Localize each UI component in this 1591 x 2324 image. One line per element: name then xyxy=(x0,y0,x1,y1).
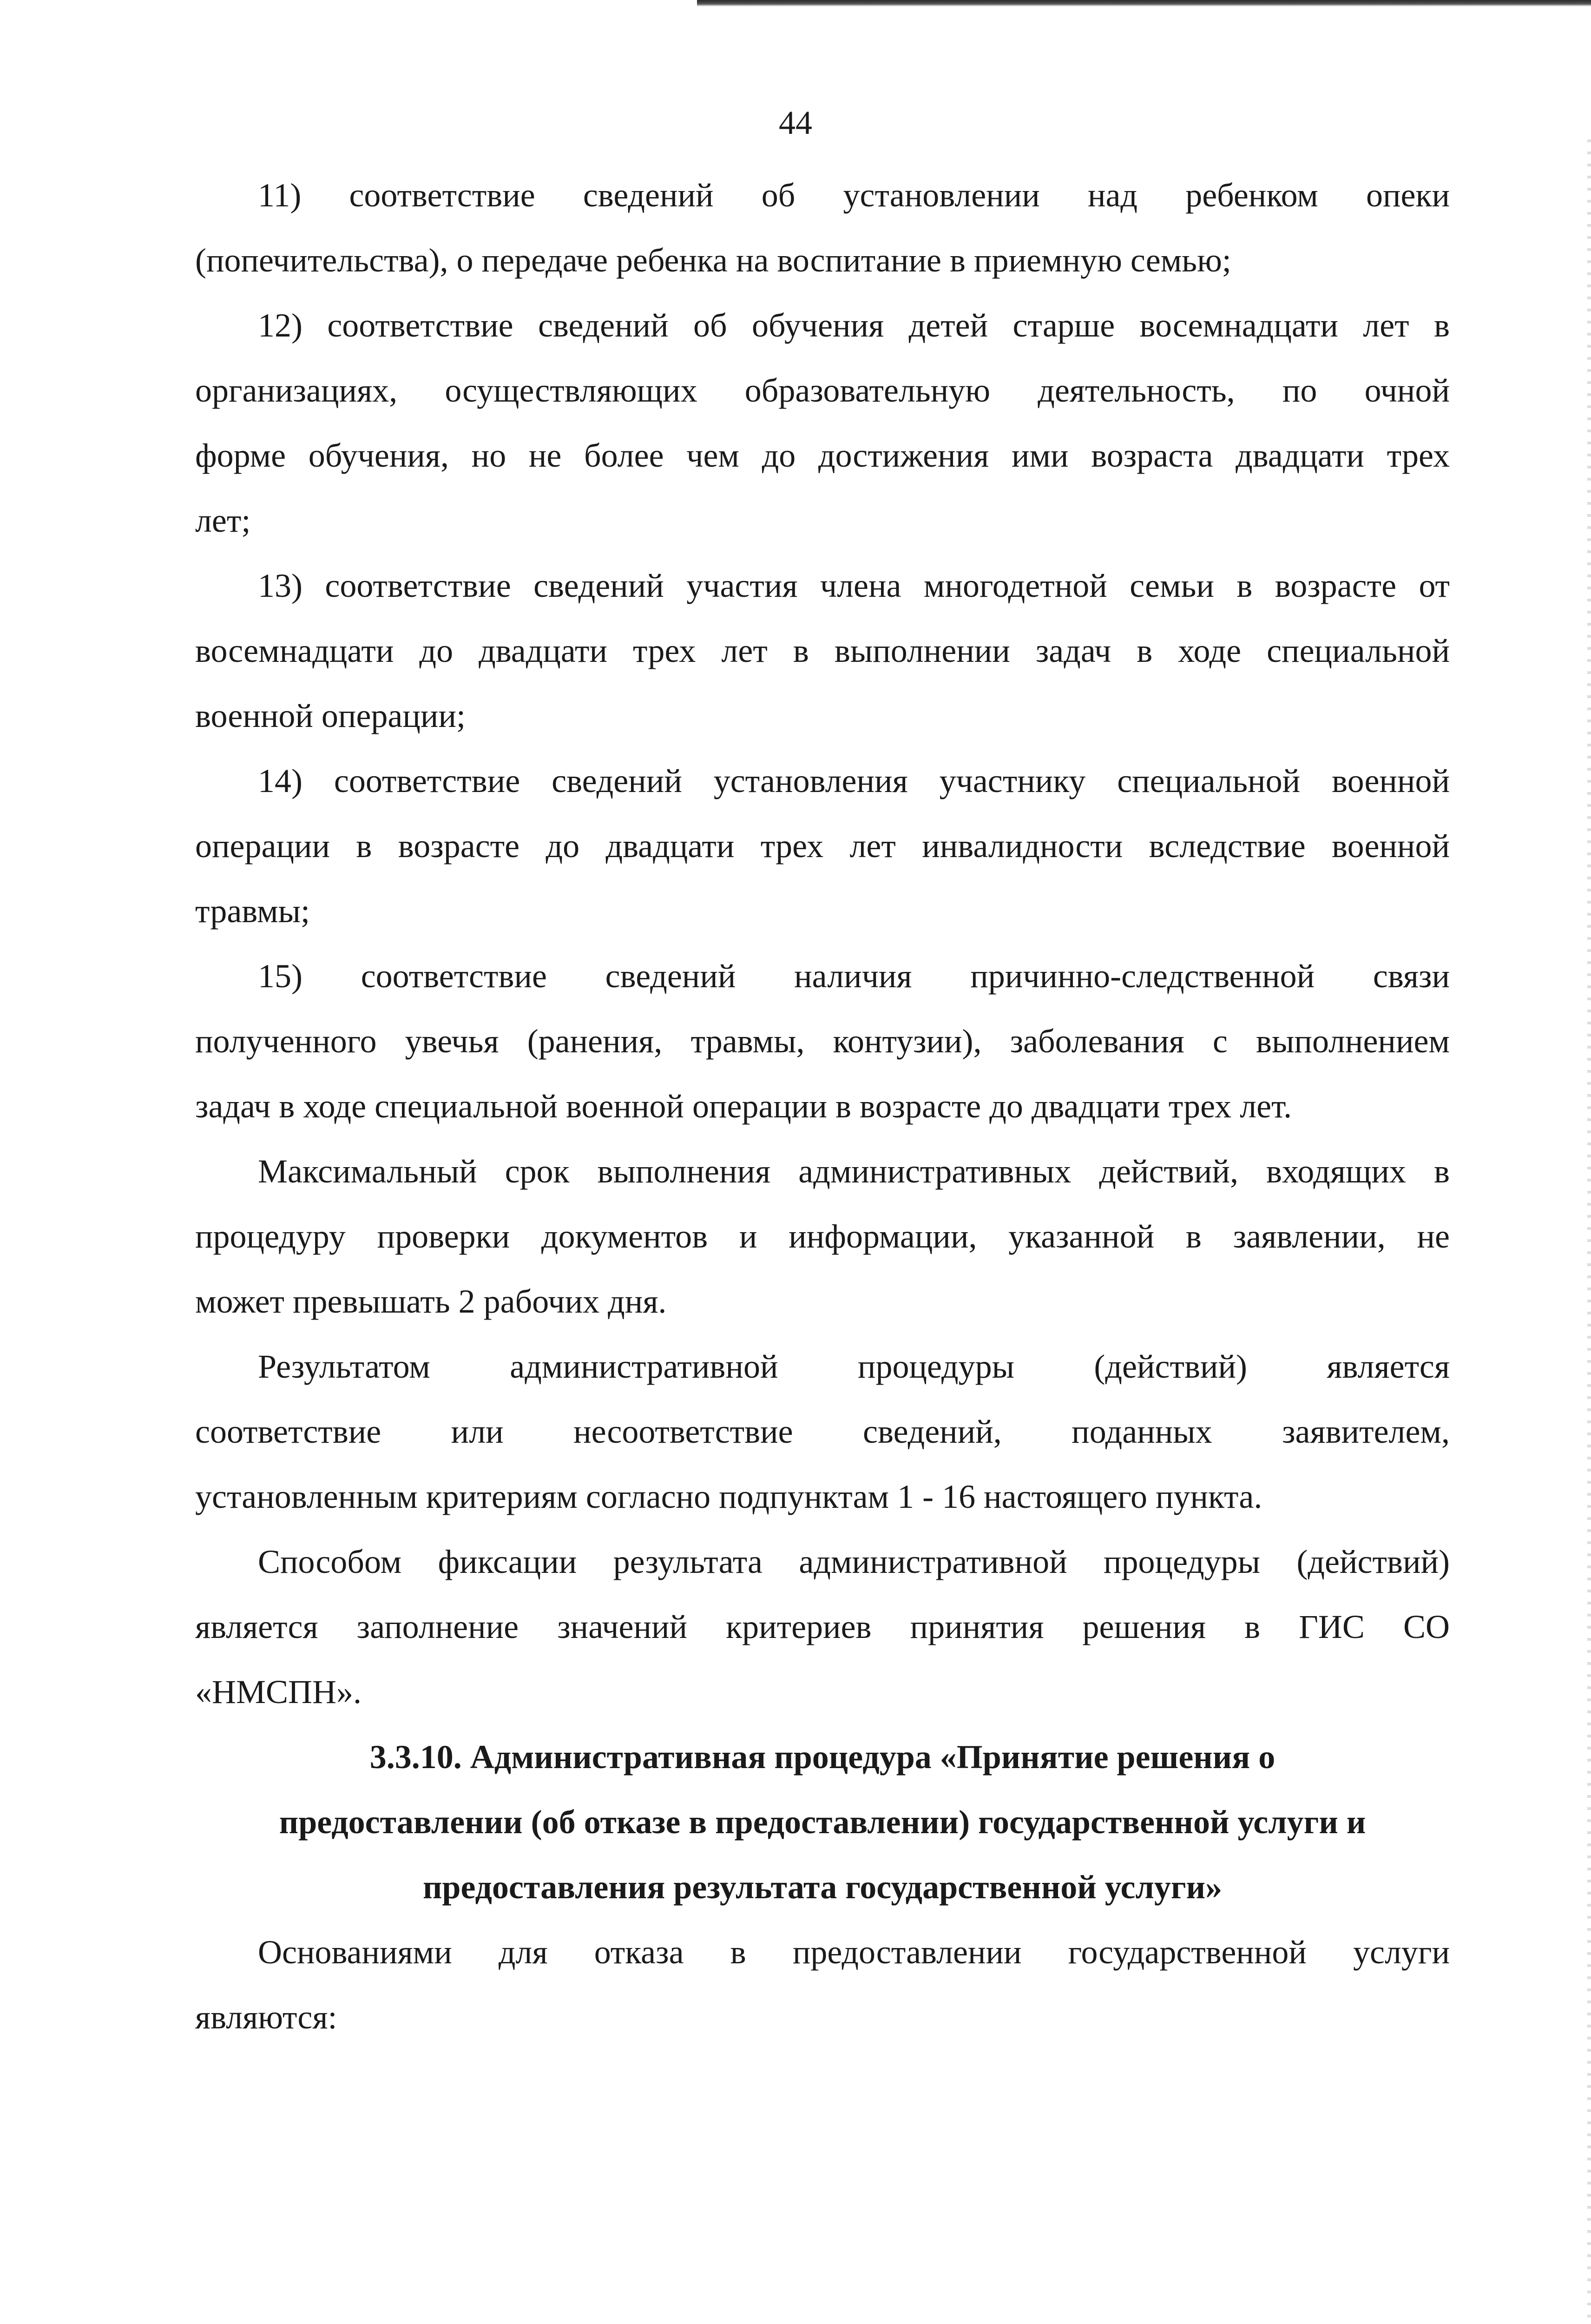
paragraph-item-11 xyxy=(195,163,1450,293)
paragraph-item-14 xyxy=(195,748,1450,944)
text-line: военной операции; xyxy=(195,697,466,734)
text-line: форме обучения, но не более чем до достижения ими возраста двадцати трех xyxy=(195,437,1450,474)
text-line: операции в возрасте до двадцати трех лет инвалидности вследствие военной xyxy=(195,827,1450,865)
text-line: Основаниями для отказа в предоставлении государственной услуги xyxy=(258,1934,1450,1971)
paragraph-item-12 xyxy=(195,293,1450,553)
text-line: задач в ходе специальной военной операции в возрасте до двадцати трех лет. xyxy=(195,1088,1292,1125)
text-line: организациях, осуществляющих образовательную деятельность, по очной xyxy=(195,372,1450,409)
paragraph-result xyxy=(195,1334,1450,1529)
section-heading xyxy=(195,1724,1450,1920)
paragraph-item-13 xyxy=(195,553,1450,748)
text-line: травмы; xyxy=(195,892,310,930)
text-line: соответствие или несоответствие сведений, поданных заявителем, xyxy=(195,1413,1450,1450)
text-line: «НМСПН». xyxy=(195,1673,362,1710)
text-line: 13) соответствие сведений участия члена многодетной семьи в возрасте от xyxy=(258,567,1450,604)
text-line: являются: xyxy=(195,1999,337,2036)
text-line: (попечительства), о передаче ребенка на воспитание в приемную семью; xyxy=(195,242,1231,279)
text-line: 12) соответствие сведений об обучения детей старше восемнадцати лет в xyxy=(258,307,1450,344)
text-line: процедуру проверки документов и информации, указанной в заявлении, не xyxy=(195,1218,1450,1255)
heading-line: предоставлении (об отказе в предоставлении) государственной услуги и xyxy=(279,1803,1366,1841)
text-line: лет; xyxy=(195,502,251,539)
paragraph-item-15 xyxy=(195,944,1450,1139)
text-line: Способом фиксации результата административной процедуры (действий) xyxy=(258,1543,1450,1580)
text-line: 11) соответствие сведений об установлении над ребенком опеки xyxy=(258,177,1450,214)
text-line: является заполнение значений критериев принятия решения в ГИС СО xyxy=(195,1608,1450,1645)
text-line: Результатом административной процедуры (действий) является xyxy=(258,1348,1450,1385)
text-line: Максимальный срок выполнения административных действий, входящих в xyxy=(258,1153,1450,1190)
paragraph-fixation xyxy=(195,1529,1450,1724)
text-line: установленным критериям согласно подпунктам 1 - 16 настоящего пункта. xyxy=(195,1478,1262,1515)
paragraph-refusal-grounds xyxy=(195,1920,1450,2050)
text-line: 15) соответствие сведений наличия причинно-следственной связи xyxy=(258,957,1450,995)
heading-line: предоставления результата государственной услуги» xyxy=(422,1868,1223,1906)
text-line: полученного увечья (ранения, травмы, контузии), заболевания с выполнением xyxy=(195,1023,1450,1060)
text-line: может превышать 2 рабочих дня. xyxy=(195,1283,667,1320)
text-line: 14) соответствие сведений установления участнику специальной военной xyxy=(258,762,1450,799)
page-number: 44 xyxy=(779,104,812,141)
paragraph-max-term xyxy=(195,1139,1450,1334)
text-line: восемнадцати до двадцати трех лет в выполнении задач в ходе специальной xyxy=(195,632,1450,669)
heading-line: 3.3.10. Административная процедура «Принятие решения о xyxy=(369,1738,1275,1776)
